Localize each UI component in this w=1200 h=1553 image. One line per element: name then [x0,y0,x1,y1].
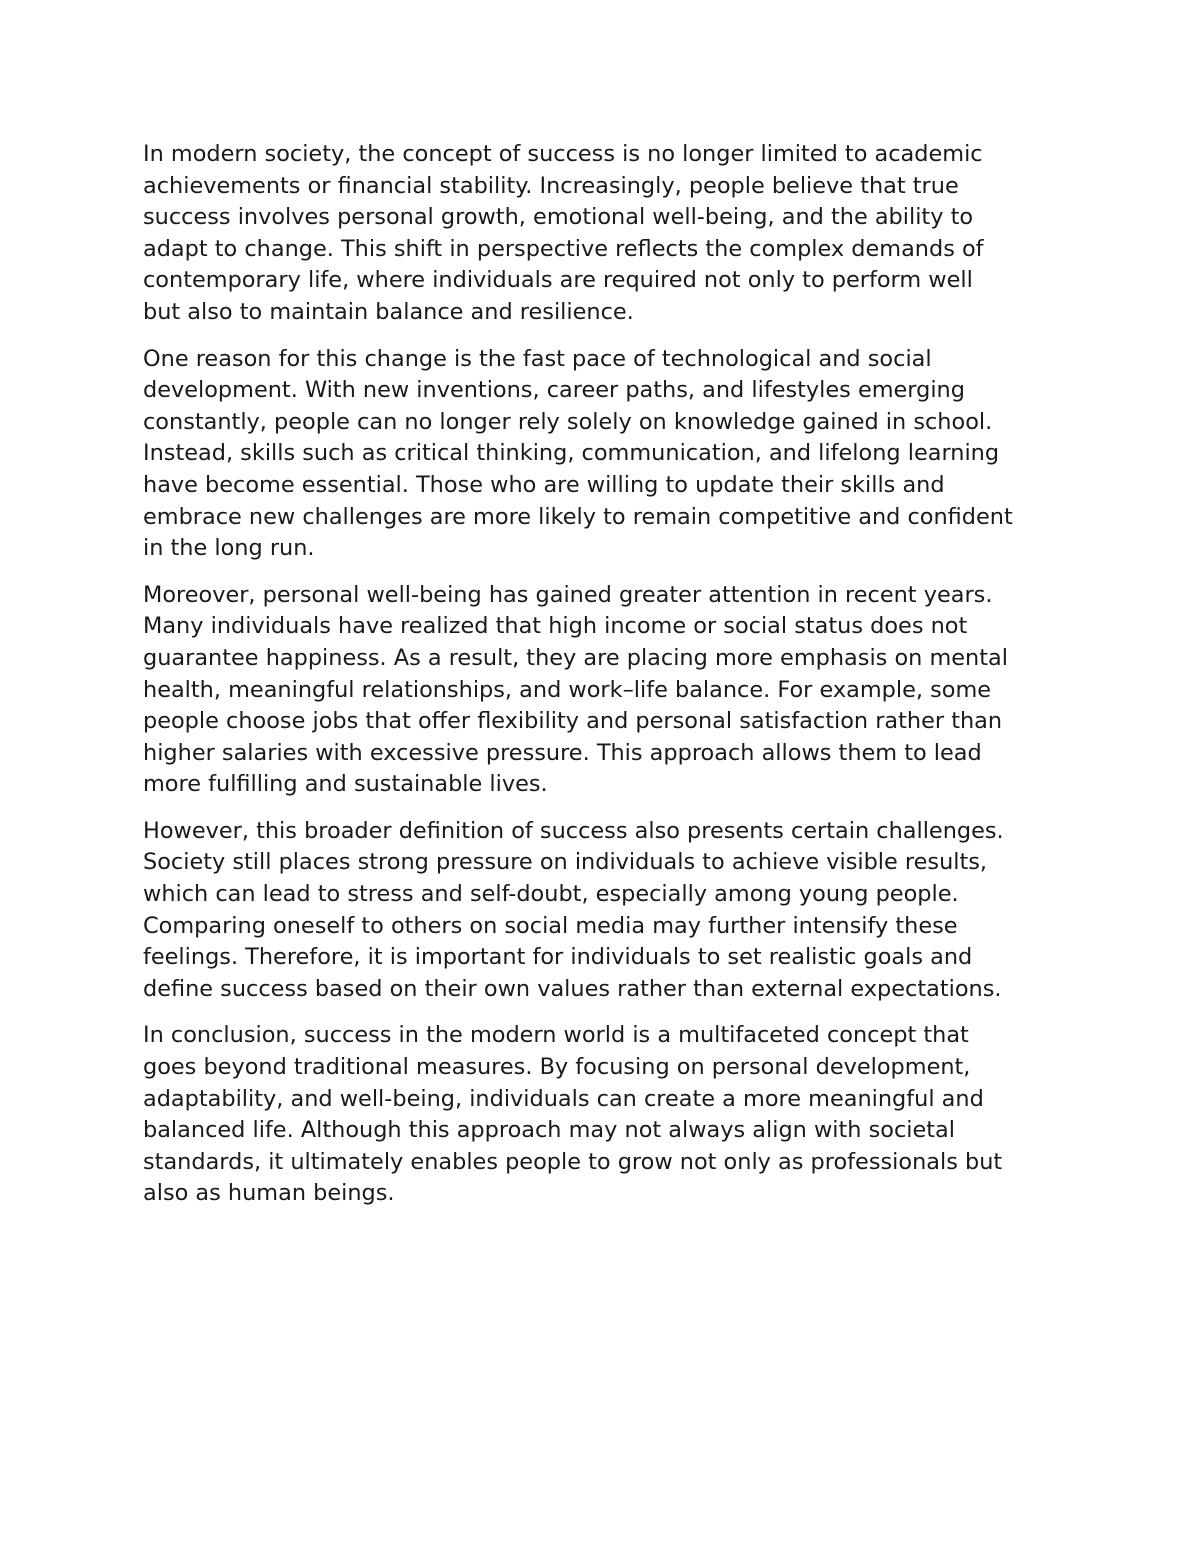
text-line: higher salaries with excessive pressure. This approach allows them to lead [143,739,982,766]
text-line: feelings. Therefore, it is important for individuals to set realistic goals and [143,944,973,971]
text-line: success involves personal growth, emotional well-being, and the ability to [143,204,974,231]
paragraph-4 [143,816,1063,1006]
text-line: have become essential. Those who are willing to update their skills and [143,471,945,498]
paragraph-3 [143,580,1063,801]
text-line: embrace new challenges are more likely to remain competitive and confident [143,503,1013,530]
text-line: guarantee happiness. As a result, they are placing more emphasis on mental [143,644,1008,671]
text-line: which can lead to stress and self-doubt, especially among young people. [143,881,959,908]
text-line: but also to maintain balance and resilience. [143,298,634,325]
text-line: adapt to change. This shift in perspective reflects the complex demands of [143,235,984,262]
text-line: more fulfilling and sustainable lives. [143,771,548,798]
text-line: Instead, skills such as critical thinking, communication, and lifelong learning [143,440,1000,467]
text-line: goes beyond traditional measures. By focusing on personal development, [143,1054,971,1081]
text-line: standards, it ultimately enables people to grow not only as professionals but [143,1148,1003,1175]
text-line: In conclusion, success in the modern world is a multifaceted concept that [143,1022,969,1049]
text-line: Comparing oneself to others on social media may further intensify these [143,912,958,939]
text-line: in the long run. [143,535,315,562]
paragraph-5 [143,1020,1063,1210]
essay-body [143,139,1063,1225]
paragraph-2 [143,344,1063,565]
paragraph-1 [143,139,1063,329]
text-line: In modern society, the concept of success is no longer limited to academic [143,141,983,167]
text-line: achievements or financial stability. Increasingly, people believe that true [143,172,959,199]
text-line: balanced life. Although this approach may not always align with societal [143,1117,955,1144]
text-line: define success based on their own values rather than external expectations. [143,975,1002,1002]
text-line: people choose jobs that offer flexibility and personal satisfaction rather than [143,708,1003,735]
text-line: Many individuals have realized that high income or social status does not [143,613,968,640]
text-line: constantly, people can no longer rely solely on knowledge gained in school. [143,408,993,435]
text-line: Moreover, personal well-being has gained greater attention in recent years. [143,581,993,608]
text-line: Society still places strong pressure on individuals to achieve visible results, [143,849,988,876]
text-line: also as human beings. [143,1180,395,1207]
text-line: development. With new inventions, career paths, and lifestyles emerging [143,377,965,404]
text-line: However, this broader definition of success also presents certain challenges. [143,817,1004,844]
text-line: One reason for this change is the fast pace of technological and social [143,345,932,372]
text-line: adaptability, and well-being, individuals can create a more meaningful and [143,1085,984,1112]
text-line: health, meaningful relationships, and work–life balance. For example, some [143,676,992,703]
text-line: contemporary life, where individuals are required not only to perform well [143,267,973,294]
